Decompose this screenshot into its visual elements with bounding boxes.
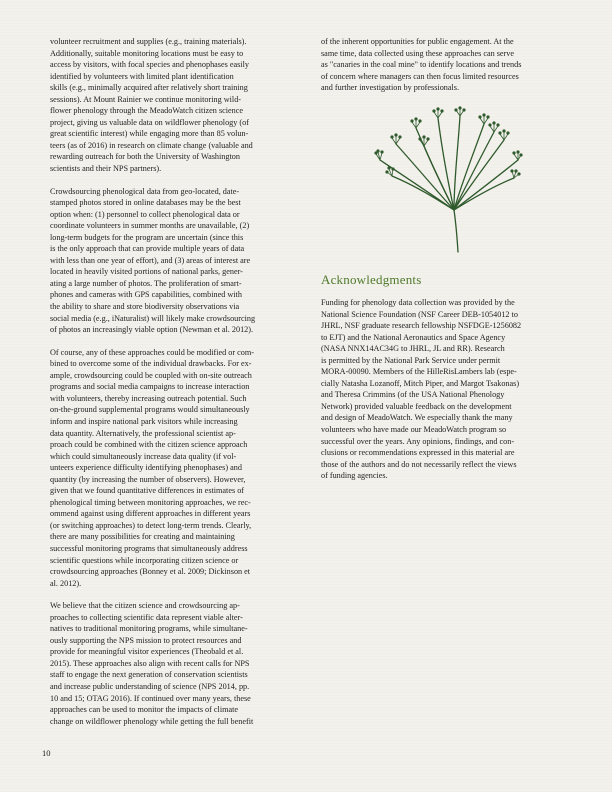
text-line: to EJT) and the National Aeronautics and Space Agency (321, 332, 506, 342)
text-line: sessions). At Mount Rainier we continue monitoring wild- (50, 94, 242, 104)
text-line: JHRL, NSF graduate research fellowship NSFDGE-1256082 (321, 321, 522, 331)
text-line: (NASA NNX14AC34G to JHRL, JL and RR). Research (321, 344, 505, 354)
text-line: stamped photos stored in online databases may be the best (50, 198, 241, 208)
text-line: located in heavily visited portions of national parks, gener- (50, 267, 243, 277)
text-line: MORA-00090. Members of the HilleRisLambers lab (espe- (321, 367, 517, 377)
text-line: proach could be combined with the citizen science approach (50, 440, 248, 450)
text-line: ommend against using different approaches in different years (50, 509, 251, 519)
text-line: there are many possibilities for creating and maintaining (50, 532, 235, 542)
text-line: staff to engage the next generation of conservation scientists (50, 670, 248, 680)
text-line: 2015). These approaches also align with recent calls for NPS (50, 658, 250, 668)
right-column (321, 36, 573, 94)
text-line: given that we found quantitative differences in estimates of (50, 486, 245, 496)
text-line: ample, crowdsourcing could be coupled with on-site outreach (50, 370, 252, 380)
text-line: and Theresa Crimmins (of the USA National Phenology (321, 390, 505, 400)
text-line: clusions or recommendations expressed in this material are (321, 448, 515, 458)
text-line: is permitted by the National Park Service under permit (321, 355, 501, 365)
text-line: of photos an increasingly viable option (Newman et al. 2012). (50, 325, 254, 335)
text-line: volunteer recruitment and supplies (e.g., training materials). (50, 37, 247, 46)
paragraph-continued (321, 36, 573, 94)
text-line: of concern where managers can then focus limited resources (321, 71, 519, 81)
text-line: same time, data collected using these approaches can serve (321, 48, 515, 58)
text-line: Network) provided valuable feedback on the development (321, 401, 512, 411)
paragraph-3 (50, 347, 306, 589)
text-line: option when: (1) personnel to collect phenological data or (50, 209, 240, 219)
text-line: Additionally, suitable monitoring locations must be easy to (50, 48, 244, 58)
text-line: identified by volunteers with limited plant identification (50, 71, 234, 81)
text-line: provide for meaningful visitor experiences (Theobald et al. (50, 647, 244, 657)
text-line: teers (as of 2016) in research on climate change (valuable and (50, 140, 253, 150)
text-line: as "canaries in the coal mine" to identify locations and trends (321, 60, 522, 70)
text-line: social media (e.g., iNaturalist) will likely make crowdsourcing (50, 313, 256, 323)
text-line: change on wildflower phenology while getting the full benefit (50, 716, 254, 726)
text-line: (or switching approaches) to detect long-term trends. Clearly, (50, 520, 252, 530)
text-line: long-term budgets for the program are uncertain (since this (50, 232, 244, 242)
text-line: project, giving us valuable data on wildflower phenology (of (50, 117, 249, 127)
text-line: flower phenology through the MeadoWatch citizen science (50, 106, 244, 116)
text-line: coordinate volunteers in summer months are unavailable, (2) (50, 221, 250, 231)
text-line: scientific questions while incorporating citizen science or (50, 555, 239, 565)
text-line: rewarding outreach for both the University of Washington (50, 152, 240, 162)
text-line: ating a large number of photos. The proliferation of smart- (50, 278, 242, 288)
text-line: bined to overcome some of the individual drawbacks. For ex- (50, 359, 252, 369)
text-line: of funding agencies. (321, 471, 388, 481)
text-line: skills (e.g., minimally acquired after relatively short training (50, 83, 248, 93)
text-line: those of the authors and do not necessarily reflect the views (321, 459, 517, 469)
paragraph-1 (50, 36, 306, 175)
text-line: al. 2012). (50, 578, 82, 588)
text-line: data quantity. Alternatively, the professional scientist ap- (50, 428, 236, 438)
text-line: phenological timing between monitoring approaches, we rec- (50, 497, 251, 507)
text-line: National Science Foundation (NSF Career DEB-1054012 to (321, 309, 518, 319)
text-line: proaches to collecting scientific data represent viable alter- (50, 612, 243, 622)
text-line: unteers experience difficulty identifying phenophases) and (50, 463, 242, 473)
text-line: natives to traditional monitoring programs, while simultane- (50, 624, 248, 634)
text-line: and design of MeadoWatch. We especially thank the many (321, 413, 513, 423)
text-line: Of course, any of these approaches could be modified or com- (50, 347, 254, 357)
paragraph-4 (50, 600, 306, 727)
text-line: crowdsourcing approaches (Bonney et al. 2009; Dickinson et (50, 567, 251, 577)
acknowledgments-heading: Acknowledgments (321, 272, 422, 287)
text-line: scientists and their NPS partners). (50, 164, 162, 174)
text-line: with less than one year of effort), and (3) areas of interest are (50, 255, 251, 265)
text-line: 10 and 15; OTAG 2016). If continued over many years, these (50, 693, 251, 703)
text-line: is the only approach that can provide multiple years of data (50, 244, 245, 254)
text-line: quantity (by increasing the number of observers). However, (50, 474, 246, 484)
acknowledgments-text (321, 297, 573, 482)
page-number: 10 (42, 748, 51, 758)
text-line: on-the-ground supplemental programs would simultaneously (50, 405, 250, 415)
text-line: successful over the years. Any opinions, findings, and con- (321, 436, 515, 446)
text-line: ously supporting the NPS mission to protect resources and (50, 635, 242, 645)
text-line: which could simultaneously increase data quality (if vol- (50, 451, 237, 461)
flower-umbel-illustration (374, 106, 524, 254)
text-line: of the inherent opportunities for public engagement. At the (321, 37, 514, 46)
text-line: the ability to share and store biodiversity observations via (50, 302, 240, 312)
text-line: access by visitors, with focal species and phenophases easily (50, 60, 249, 70)
text-line: approaches can be used to monitor the impacts of climate (50, 705, 239, 715)
text-line: Funding for phenology data collection was provided by the (321, 298, 515, 307)
text-line: cially Natasha Lozanoff, Mitch Piper, and Margot Tsakonas) (321, 378, 520, 388)
text-line: successful monitoring programs that simultaneously address (50, 543, 248, 553)
text-line: and increase public understanding of science (NPS 2014, pp. (50, 681, 250, 691)
text-line: Crowdsourcing phenological data from geo-located, date- (50, 186, 240, 196)
text-line: programs and social media campaigns to increase interaction (50, 382, 250, 392)
text-line: phones and cameras with GPS capabilities, combined with (50, 290, 242, 300)
text-line: with volunteers, thereby increasing outreach potential. Such (50, 393, 247, 403)
text-line: We believe that the citizen science and crowdsourcing ap- (50, 601, 240, 611)
text-line: and further investigation by professionals. (321, 83, 460, 93)
text-line: great scientific interest) while engaging more than 85 volun- (50, 129, 249, 139)
text-line: volunteers who have made our MeadoWatch program so (321, 425, 507, 435)
text-line: inform and inspire national park visitors while increasing (50, 416, 238, 426)
paragraph-2 (50, 186, 306, 336)
left-column (50, 36, 306, 727)
